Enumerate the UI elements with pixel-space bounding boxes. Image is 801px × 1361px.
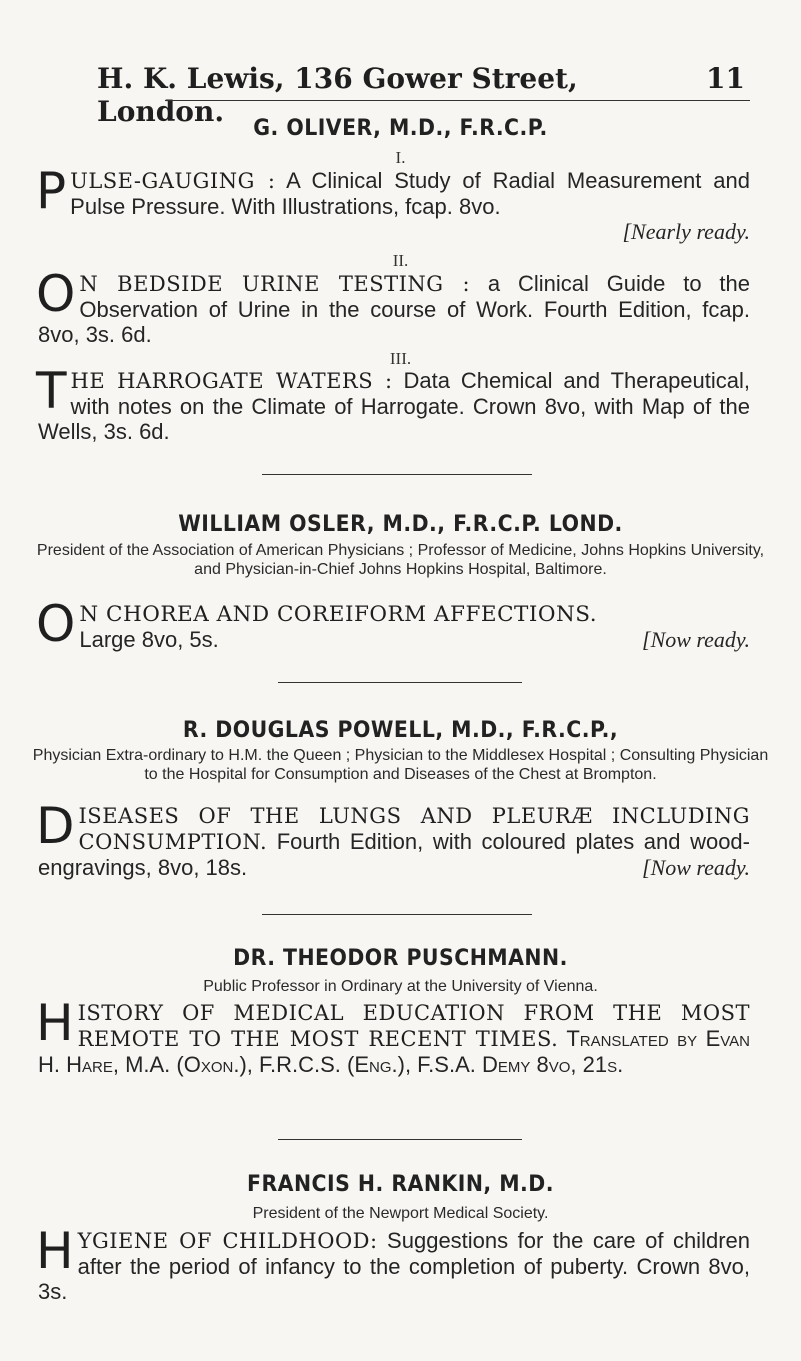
- book-title: ISEASES OF THE LUNGS AND PLEURÆ INCLUDING CONSUMPTION.: [78, 804, 750, 854]
- publisher-address: H. K. Lewis, 136 Gower Street, London.: [97, 62, 578, 128]
- book-entry: [36, 595, 750, 653]
- volume-numeral: II.: [392, 251, 409, 270]
- author-name: WILLIAM OSLER, M.D., F.R.C.P. LOND.: [178, 512, 623, 537]
- book-title: N CHOREA AND COREIFORM AFFECTIONS.: [79, 602, 598, 627]
- volume-numeral: III.: [389, 349, 412, 368]
- section-divider: [278, 1139, 522, 1140]
- book-description: Large 8vo, 5s.: [79, 627, 219, 652]
- drop-cap: D: [36, 797, 75, 855]
- book-description: A Clinical Study of Radial Measurement and Pulse Pressure. With Illustrations, fcap. 8vo.: [70, 168, 750, 219]
- section-divider: [262, 474, 532, 475]
- book-entry: [36, 1222, 750, 1304]
- book-entry: [36, 797, 750, 880]
- drop-cap: H: [36, 994, 74, 1052]
- book-description: a Clinical Guide to the Observation of Urine in the course of Work. Fourth Edition, fcap. 8vo, 3s. 6d.: [38, 271, 751, 347]
- drop-cap: H: [36, 1222, 74, 1280]
- author-name: DR. THEODOR PUSCHMANN.: [233, 946, 568, 971]
- book-title: N BEDSIDE URINE TESTING :: [79, 272, 471, 296]
- author-name: R. DOUGLAS POWELL, M.D., F.R.C.P.,: [182, 718, 619, 743]
- author-credentials: Public Professor in Ordinary at the University of Vienna.: [203, 978, 598, 995]
- book-title: HE HARROGATE WATERS :: [70, 369, 393, 393]
- volume-numeral: I.: [395, 148, 406, 167]
- author-name: FRANCIS H. RANKIN, M.D.: [247, 1172, 554, 1197]
- book-description: Data Chemical and Therapeutical, with notes on the Climate of Harrogate. Crown 8vo, with Map of the Wells, 3s. 6d.: [38, 368, 751, 444]
- section-divider: [262, 914, 532, 915]
- book-title: YGIENE OF CHILDHOOD:: [77, 1229, 378, 1253]
- book-entry: [36, 994, 750, 1077]
- book-description: Suggestions for the care of children after the period of infancy to the completion of puberty. Crown 8vo, 3s.: [38, 1228, 750, 1304]
- book-title: ULSE-GAUGING :: [70, 169, 276, 193]
- author-name: G. OLIVER, M.D., F.R.C.P.: [253, 116, 548, 141]
- section-divider: [278, 682, 522, 683]
- availability-status: [Now ready.: [642, 855, 750, 880]
- author-credentials: President of the Association of American Physicians ; Professor of Medicine, Johns Hopkins University, and Physician-in-Chief Johns Hopkins Hospital, Baltimore.: [36, 542, 765, 578]
- drop-cap: P: [36, 162, 67, 220]
- book-entry: [36, 362, 751, 444]
- book-title: ISTORY OF MEDICAL EDUCATION FROM THE MOST REMOTE TO THE MOST RECENT TIMES.: [77, 1001, 750, 1051]
- drop-cap: O: [36, 595, 76, 653]
- page-number: 11: [706, 62, 745, 95]
- availability-status: [Nearly ready.: [622, 219, 750, 244]
- drop-cap: O: [36, 265, 76, 323]
- book-entry: [36, 265, 751, 347]
- book-entry: [36, 162, 750, 244]
- header-rule: [165, 100, 750, 101]
- book-description: Translated by Evan H. Hare, M.A. (Oxon.), F.R.C.S. (Eng.), F.S.A. Demy 8vo, 21s.: [38, 1026, 750, 1077]
- drop-cap: T: [36, 362, 67, 420]
- author-credentials: President of the Newport Medical Society.: [252, 1205, 549, 1222]
- availability-status: [Now ready.: [642, 627, 750, 652]
- book-description: Fourth Edition, with coloured plates and wood-engravings, 8vo, 18s.: [38, 829, 750, 880]
- author-credentials: Physician Extra-ordinary to H.M. the Queen ; Physician to the Middlesex Hospital ; Consulting Physician to the Hospital for Consumption and Diseases of the Chest at Brompton.: [32, 747, 769, 783]
